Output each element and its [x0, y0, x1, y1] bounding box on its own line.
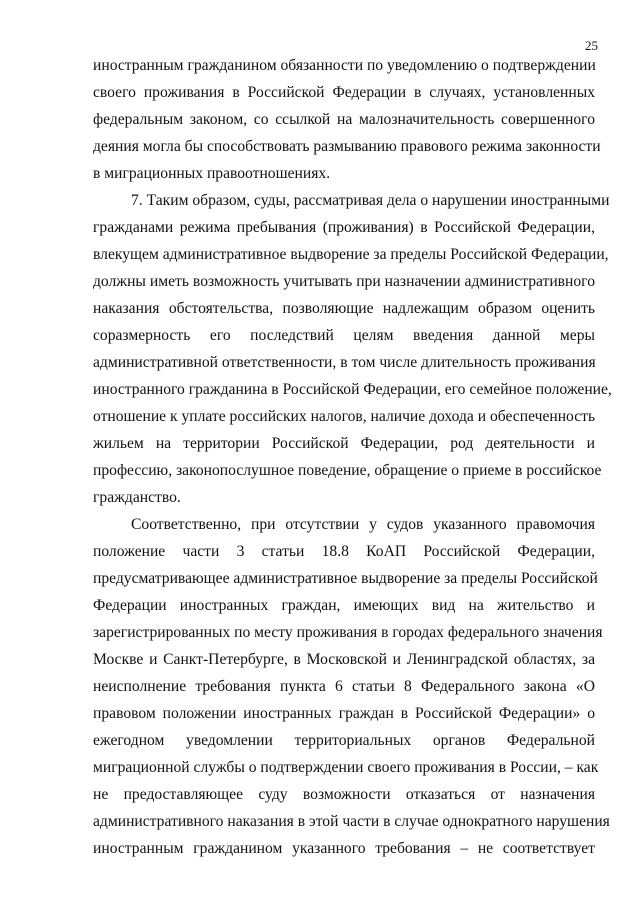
text-line: гражданами режима пребывания (проживания) в Российской Федерации, [93, 219, 595, 236]
text-line: гражданство. [93, 489, 181, 506]
text-line: миграционной службы о подтверждении своего проживания в России, – как [93, 759, 599, 776]
text-line: неисполнение требования пункта 6 статьи 8 Федерального закона «О [93, 678, 595, 695]
text-line: жильем на территории Российской Федерации, род деятельности и [93, 435, 595, 452]
text-line: правовом положении иностранных граждан в Российской Федерации» о [93, 705, 595, 722]
text-line: административной ответственности, в том числе длительность проживания [93, 354, 596, 371]
text-line: отношение к уплате российских налогов, наличие дохода и обеспеченность [93, 408, 596, 425]
text-line: в миграционных правоотношениях. [93, 165, 331, 182]
text-line: Федерации иностранных граждан, имеющих вид на жительство и [93, 597, 595, 614]
text-line: своего проживания в Российской Федерации в случаях, установленных [93, 84, 595, 101]
text-line: административного наказания в этой части в случае однократного нарушения [93, 813, 610, 830]
text-line: соразмерность его последствий целям введения данной меры [93, 327, 595, 344]
paragraph-first-line: 7. Таким образом, суды, рассматривая дела о нарушении иностранными [131, 192, 610, 209]
text-line: профессию, законопослушное поведение, обращение о приеме в российское [93, 462, 602, 479]
text-line: не предоставляющее суду возможности отказаться от назначения [93, 786, 595, 803]
text-line: должны иметь возможность учитывать при назначении административного [93, 273, 595, 290]
text-line: предусматривающее административное выдворение за пределы Российской [93, 570, 598, 587]
text-line: федеральным законом, со ссылкой на малозначительность совершенного [93, 111, 595, 128]
text-line: влекущем административное выдворение за пределы Российской Федерации, [93, 246, 609, 263]
text-line: ежегодном уведомлении территориальных органов Федеральной [93, 732, 595, 749]
text-line: Москве и Санкт-Петербурге, в Московской и Ленинградской областях, за [93, 651, 595, 668]
text-line: деяния могла бы способствовать размыванию правового режима законности [93, 138, 601, 155]
text-line: иностранным гражданином указанного требования – не соответствует [93, 840, 595, 857]
text-line: иностранного гражданина в Российской Федерации, его семейное положение, [93, 381, 612, 398]
text-line: положение части 3 статьи 18.8 КоАП Российской Федерации, [93, 543, 595, 560]
page-number: 25 [585, 38, 598, 53]
text-line: наказания обстоятельства, позволяющие надлежащим образом оценить [93, 300, 595, 317]
text-line: зарегистрированных по месту проживания в городах федерального значения [93, 624, 603, 641]
text-line: иностранным гражданином обязанности по уведомлению о подтверждении [93, 57, 596, 74]
paragraph-first-line: Соответственно, при отсутствии у судов указанного правомочия [131, 516, 595, 533]
